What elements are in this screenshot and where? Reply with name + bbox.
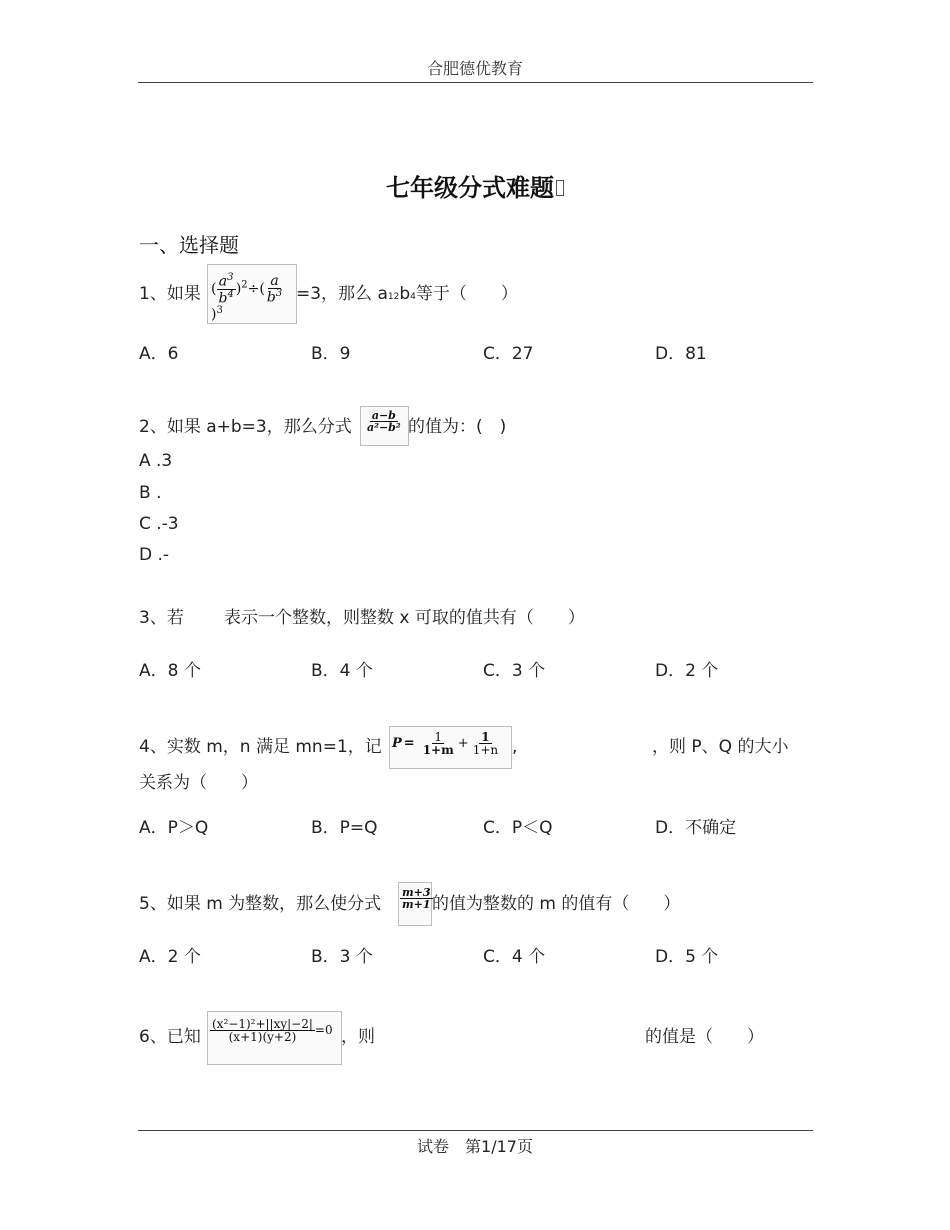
q1-f-e1d: 4 xyxy=(227,288,234,300)
q1-option-b: B．9 xyxy=(311,344,351,364)
q2-f-num: a−b xyxy=(371,409,396,422)
q4-f-d2: 1+n xyxy=(472,743,499,757)
q2-prefix: 2、如果 a+b=3，那么分式 xyxy=(139,417,352,437)
q6-tail: 的值是（ ） xyxy=(645,1027,764,1047)
section-heading: 一、选择题 xyxy=(139,233,239,257)
q1-tail: 等于（ ） xyxy=(415,284,518,304)
question-1 xyxy=(139,282,201,306)
q1-f-e1: 3 xyxy=(227,272,234,283)
q5-option-a: A．2 个 xyxy=(139,947,201,967)
q4-option-d: D．不确定 xyxy=(655,818,737,838)
page-header: 合肥德优教育 xyxy=(426,59,523,78)
q1-f-d1: b xyxy=(218,290,228,307)
q2-f-den: a²−b² xyxy=(367,421,401,434)
q5-option-b: B．3 个 xyxy=(311,947,373,967)
q2-option-d: D .- xyxy=(139,545,170,565)
q2-option-a: A .3 xyxy=(139,451,173,471)
q4-f-n2: 1 xyxy=(481,730,490,744)
q4-line2: 关系为（ ） xyxy=(139,773,258,793)
q1-exp1: 12 xyxy=(387,292,400,302)
q1-prefix: 1、如果 xyxy=(139,284,201,304)
document-title xyxy=(0,168,950,203)
q1-mid: b xyxy=(399,284,411,304)
q2-post: 的值为：( ) xyxy=(408,417,507,437)
header-rule xyxy=(138,82,813,83)
q4-f-lhs: P xyxy=(392,736,402,751)
q4-f-op: + xyxy=(457,736,469,751)
q5-f-den: m+1 xyxy=(402,898,431,911)
q3-option-a: A．8 个 xyxy=(139,661,201,681)
q1-f-p1: 2 xyxy=(241,279,248,291)
page-footer: 试卷 第1/17页 xyxy=(417,1137,533,1156)
q2-option-c: C .-3 xyxy=(139,514,179,534)
question-5-prefix: 5、如果 m 为整数，那么使分式 xyxy=(139,894,382,914)
question-3-post: 表示一个整数，则整数 x 可取的值共有（ ） xyxy=(224,608,585,628)
q1-f-p2: 3 xyxy=(216,305,223,317)
question-3-prefix: 3、若 xyxy=(139,608,184,628)
q6-formula-image xyxy=(207,1011,342,1065)
q1-f-n1: a xyxy=(218,273,228,290)
q6-f-num: (x²−1)²+||xy|−2| xyxy=(212,1017,313,1031)
q4-post: ，则 P、Q 的大小 xyxy=(652,737,789,757)
question-2 xyxy=(139,415,352,439)
q3-option-b: B．4 个 xyxy=(311,661,373,681)
q1-f-n2: a xyxy=(270,272,279,289)
q4-f-eq: = xyxy=(403,736,415,751)
q5-option-c: C．4 个 xyxy=(483,947,546,967)
q6-f-rhs: =0 xyxy=(314,1023,333,1037)
q1-formula: ( $\frac{a^3}{b^4}$ )$^2$÷( $\frac{a}{b^3}$ )$^3$ xyxy=(211,272,283,323)
question-4-prefix: 4、实数 m，n 满足 mn=1，记 xyxy=(139,737,382,757)
question-1-continued xyxy=(296,282,518,309)
q4-option-c: C．P＜Q xyxy=(483,818,553,838)
q1-option-c: C．27 xyxy=(483,344,534,364)
q3-option-d: D．2 个 xyxy=(655,661,719,681)
q1-f-d2: b xyxy=(266,289,276,306)
q1-post: =3，那么 a xyxy=(296,284,388,304)
q4-formula-image xyxy=(389,726,512,769)
q5-f-num: m+3 xyxy=(402,886,431,899)
q6-f-den: (x+1)(y+2) xyxy=(228,1030,297,1044)
q1-f-op: ÷ xyxy=(247,281,260,298)
q4-option-b: B．P=Q xyxy=(311,818,378,838)
q1-f-e2d: 3 xyxy=(275,287,283,299)
q1-exp2: 4 xyxy=(410,292,416,302)
footer-rule xyxy=(138,1130,813,1131)
q4-f-d1: 1+m xyxy=(422,743,454,757)
q1-option-d: D．81 xyxy=(655,344,707,364)
missing-glyph-box xyxy=(556,180,564,196)
q6-post: ，则 xyxy=(341,1027,375,1047)
q2-option-b: B . xyxy=(139,483,162,503)
q1-formula-image xyxy=(207,264,297,324)
question-6-prefix: 6、已知 xyxy=(139,1027,201,1047)
q3-option-c: C．3 个 xyxy=(483,661,546,681)
q1-option-a: A．6 xyxy=(139,344,179,364)
q4-comma: , xyxy=(512,737,518,757)
q5-option-d: D．5 个 xyxy=(655,947,719,967)
q2-formula-image xyxy=(360,406,409,446)
q5-formula-image xyxy=(398,882,432,926)
document-title-text: 七年级分式难题 xyxy=(386,174,554,202)
q4-option-a: A．P＞Q xyxy=(139,818,209,838)
q4-f-n1: 1 xyxy=(434,730,443,744)
q5-post: 的值为整数的 m 的值有（ ） xyxy=(432,894,681,914)
